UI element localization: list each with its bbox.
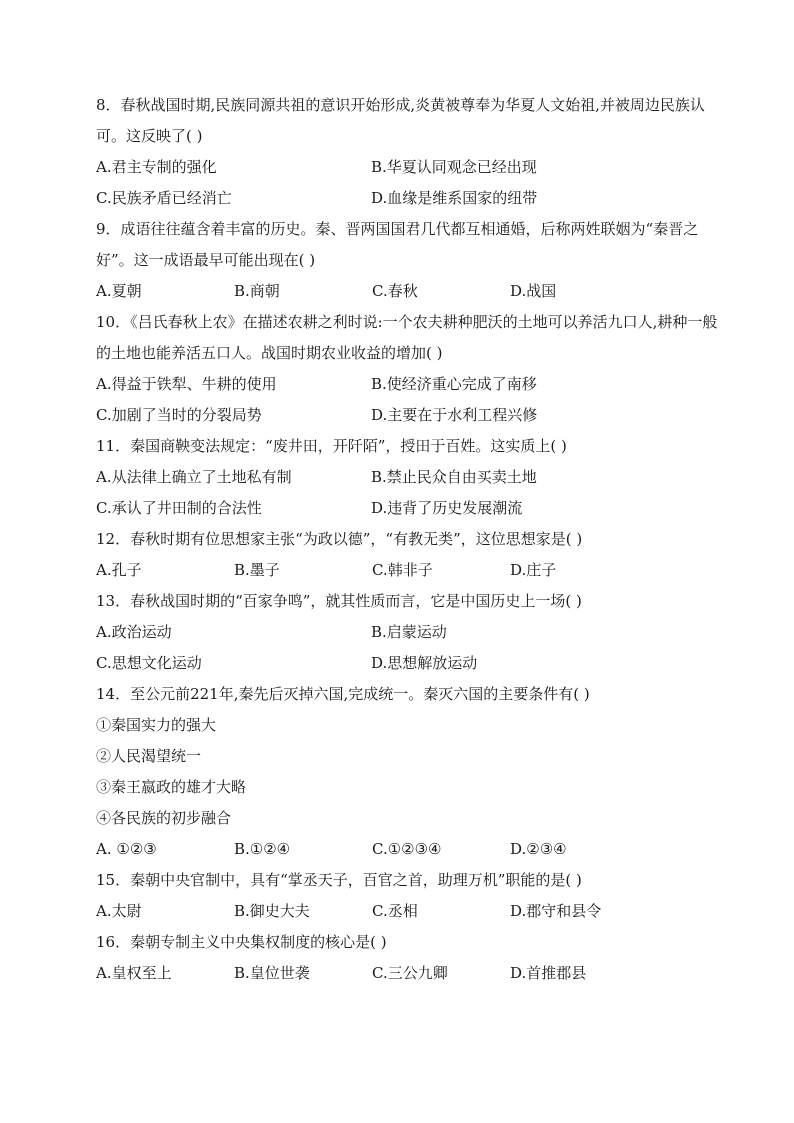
option-c: C.民族矛盾已经消亡 <box>96 189 232 207</box>
question-stem: 13．春秋战国时期的“百家争鸣”，就其性质而言，它是中国历史上一场( ) <box>96 592 582 610</box>
options <box>96 555 724 586</box>
option-d: D.郡守和县令 <box>510 902 602 920</box>
statement-1: ①秦国实力的强大 <box>96 716 217 734</box>
option-b: B.华夏认同观念已经出现 <box>371 158 537 176</box>
options <box>96 896 724 927</box>
question-10 <box>96 307 724 431</box>
option-b: B.使经济重心完成了南移 <box>371 375 537 393</box>
option-d: D.首推郡县 <box>510 964 587 982</box>
question-stem: 12．春秋时期有位思想家主张“为政以德”，“有教无类”，这位思想家是( ) <box>96 530 583 548</box>
question-stem: 11．秦国商鞅变法规定：“废井田，开阡陌”，授田于百姓。这实质上( ) <box>96 437 567 455</box>
options <box>96 276 724 307</box>
question-8 <box>96 90 724 214</box>
question-stem: 14．至公元前221年,秦先后灭掉六国,完成统一。秦灭六国的主要条件有( ) <box>96 685 590 703</box>
question-stem: 15．秦朝中央官制中，具有“掌丞天子，百官之首，助理万机”职能的是( ) <box>96 871 582 889</box>
options <box>96 958 724 989</box>
option-d: D.战国 <box>510 282 557 300</box>
option-a: A. ①②③ <box>96 840 157 858</box>
option-a: A.得益于铁犁、牛耕的使用 <box>96 375 277 393</box>
options <box>96 462 724 524</box>
question-stem: 10．《吕氏春秋上农》在描述农耕之利时说:一个农夫耕种肥沃的土地可以养活九口人,耕种一般的土地也能养活五口人。战国时期农业收益的增加( ) <box>96 313 718 362</box>
question-stem: 16．秦朝专制主义中央集权制度的核心是( ) <box>96 933 387 951</box>
option-c: C.春秋 <box>372 282 418 300</box>
option-a: A.孔子 <box>96 561 142 579</box>
option-a: A.君主专制的强化 <box>96 158 217 176</box>
option-c: C.韩非子 <box>372 561 433 579</box>
option-b: B.①②④ <box>234 840 291 858</box>
question-12 <box>96 524 724 586</box>
option-d: D.血缘是维系国家的纽带 <box>371 189 538 207</box>
question-14 <box>96 679 724 865</box>
option-a: A.皇权至上 <box>96 964 172 982</box>
option-b: B.商朝 <box>234 282 280 300</box>
option-b: B.皇位世袭 <box>234 964 310 982</box>
options <box>96 369 724 431</box>
question-15 <box>96 865 724 927</box>
options <box>96 617 724 679</box>
option-a: A.夏朝 <box>96 282 142 300</box>
option-a: A.太尉 <box>96 902 142 920</box>
option-d: D.②③④ <box>510 840 567 858</box>
statement-4: ④各民族的初步融合 <box>96 809 232 827</box>
option-d: D.违背了历史发展潮流 <box>371 499 523 517</box>
option-c: C.承认了井田制的合法性 <box>96 499 262 517</box>
option-d: D.思想解放运动 <box>371 654 478 672</box>
question-16 <box>96 927 724 989</box>
option-d: D.主要在于水利工程兴修 <box>371 406 538 424</box>
option-b: B.启蒙运动 <box>371 623 447 641</box>
statement-2: ②人民渴望统一 <box>96 747 202 765</box>
options <box>96 152 724 214</box>
option-b: B.禁止民众自由买卖土地 <box>371 468 537 486</box>
question-9 <box>96 214 724 307</box>
options <box>96 834 724 865</box>
question-11 <box>96 431 724 524</box>
option-c: C.加剧了当时的分裂局势 <box>96 406 262 424</box>
option-c: C.三公九卿 <box>372 964 448 982</box>
question-stem: 8．春秋战国时期,民族同源共祖的意识开始形成,炎黄被尊奉为华夏人文始祖,并被周边民族认可。这反映了( ) <box>96 96 705 145</box>
question-13 <box>96 586 724 679</box>
option-d: D.庄子 <box>510 561 557 579</box>
option-c: C.①②③④ <box>372 840 442 858</box>
option-b: B.御史大夫 <box>234 902 310 920</box>
option-a: A.从法律上确立了土地私有制 <box>96 468 292 486</box>
question-stem: 9．成语往往蕴含着丰富的历史。秦、晋两国国君几代都互相通婚，后称两姓联姻为“秦晋之好”。这一成语最早可能出现在( ) <box>96 220 699 269</box>
option-c: C.思想文化运动 <box>96 654 202 672</box>
statement-3: ③秦王嬴政的雄才大略 <box>96 778 247 796</box>
option-b: B.墨子 <box>234 561 280 579</box>
option-c: C.丞相 <box>372 902 418 920</box>
option-a: A.政治运动 <box>96 623 172 641</box>
